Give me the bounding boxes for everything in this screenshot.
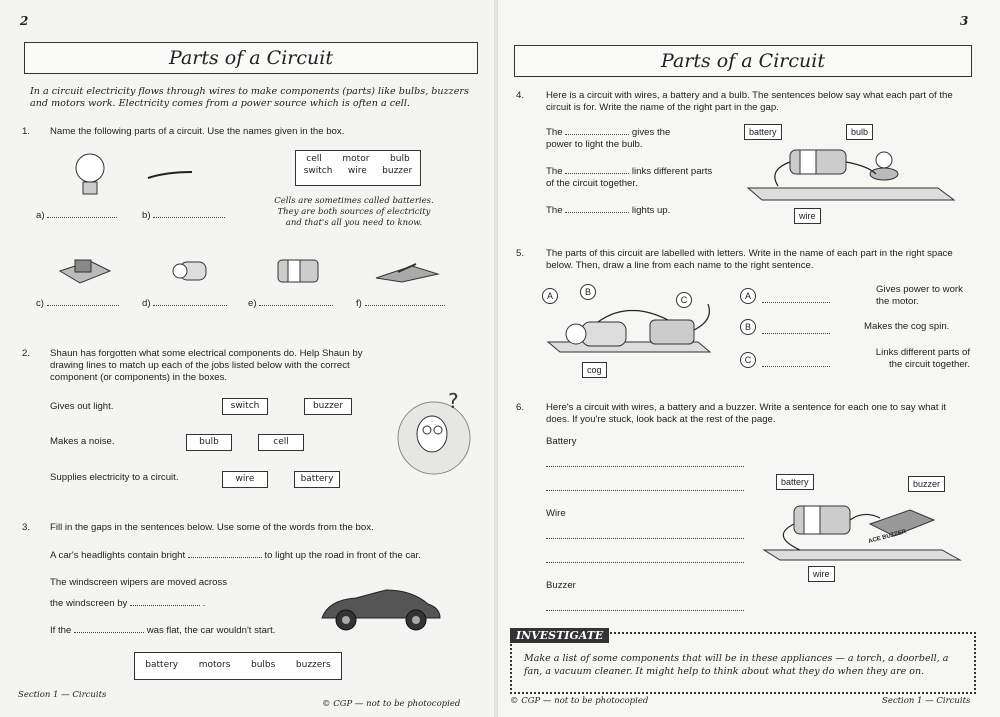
q3-text: Fill in the gaps in the sentences below. Use some of the words from the box. (50, 522, 374, 533)
job-light: Gives out light. (50, 401, 114, 412)
q3-sentence-1: A car's headlights contain bright to light up the road in front of the car. (50, 550, 421, 561)
q5-text: The parts of this circuit are labelled with letters. Write in the name of each part in the right space below. Then, draw a line from each name to the right sentence. (546, 248, 953, 271)
q4-sentence-1a: The gives the (546, 127, 671, 138)
job-supply: Supplies electricity to a circuit. (50, 472, 179, 483)
q1-text: Name the following parts of a circuit. Use the names given in the box. (50, 126, 345, 137)
q3-sentence-3: If the was flat, the car wouldn't start. (50, 625, 276, 636)
shaun-cartoon (396, 388, 476, 478)
answer-line-c (762, 366, 830, 367)
page-number: 2 (20, 14, 29, 28)
bulb-drawing (70, 150, 110, 200)
q5-circuit-drawing (538, 280, 718, 360)
job-noise: Makes a noise. (50, 436, 115, 447)
q4-sentence-2b: of the circuit together. (546, 178, 638, 189)
component-bulb: bulb (186, 434, 232, 451)
word: battery (145, 660, 179, 670)
answer-line (546, 490, 744, 491)
q6-text: Here's a circuit with wires, a battery and a buzzer. Write a sentence for each one to say what it does. If you're stuck, look back at the rest of the page. (546, 402, 946, 425)
answer-line (546, 562, 744, 563)
letter-b-marker: B (580, 284, 596, 300)
tag-battery: battery (776, 474, 814, 490)
q3-number: 3. (22, 522, 31, 533)
answer-d: d) (142, 298, 227, 310)
q1-number: 1. (22, 126, 31, 137)
q2-text: Shaun has forgotten what some electrical components do. Help Shaun by drawing lines to match up each of the jobs listed below with the correct component (or components) in the boxes. (50, 348, 363, 383)
part-wire-label: Wire (546, 508, 566, 519)
word: buzzers (295, 660, 331, 670)
car-drawing (316, 578, 446, 638)
q3-sentence-2b: the windscreen by . (50, 598, 206, 609)
answer-letter-a: A (740, 288, 756, 304)
answer-e: e) (248, 298, 333, 310)
footer-copyright: © CGP — not to be photocopied (322, 699, 461, 709)
word-box-q3 (134, 652, 342, 680)
answer-line (546, 466, 744, 467)
tag-wire: wire (808, 566, 835, 582)
svg-text:?: ? (448, 389, 459, 413)
component-battery: battery (294, 471, 340, 488)
q4-sentence-2a: The links different parts (546, 166, 713, 177)
word: motors (198, 660, 231, 670)
investigate-box (510, 629, 976, 694)
switch-drawing (372, 260, 442, 284)
answer-letter-c: C (740, 352, 756, 368)
page-title: Parts of a Circuit (24, 42, 478, 74)
word: bulb (390, 154, 410, 164)
sentence-cog: Makes the cog spin. (864, 321, 950, 332)
investigate-text: Make a list of some components that will be in these appliances — a torch, a doorbell, a fan, a vacuum cleaner. It might help to think about what they do when they are on. (524, 653, 949, 677)
cell-drawing (274, 256, 324, 286)
q4-sentence-3: The lights up. (546, 205, 671, 216)
word: switch (303, 166, 333, 176)
word: buzzer (382, 166, 413, 176)
word: motor (342, 154, 370, 164)
tag-buzzer: buzzer (908, 476, 945, 492)
component-cell: cell (258, 434, 304, 451)
answer-letter-b: B (740, 319, 756, 335)
footer-section: Section 1 — Circuits (18, 690, 107, 700)
answer-a: a) (36, 210, 117, 222)
answer-line (546, 538, 744, 539)
motor-drawing (172, 258, 212, 284)
word: cell (306, 154, 322, 164)
q2-number: 2. (22, 348, 31, 359)
part-battery-label: Battery (546, 436, 577, 447)
answer-b: b) (142, 210, 225, 222)
cell-note: Cells are sometimes called batteries. They are both sources of electricity and that's all you need to know. (274, 196, 434, 228)
footer-copyright: © CGP — not to be photocopied (510, 696, 649, 706)
part-buzzer-label: Buzzer (546, 580, 576, 591)
answer-line-b (762, 333, 830, 334)
answer-f: f) (356, 298, 445, 310)
q4-circuit-drawing (738, 130, 968, 210)
investigate-title: INVESTIGATE (510, 628, 609, 643)
letter-c-marker: C (676, 292, 692, 308)
q4-text: Here is a circuit with wires, a battery and a bulb. The sentences below say what each part of the circuit is for. Write the name of the right part in the gap. (546, 90, 953, 113)
tag-cog: cog (582, 362, 607, 378)
word: bulbs (251, 660, 276, 670)
q4-sentence-1b: power to light the bulb. (546, 139, 643, 150)
tag-wire: wire (794, 208, 821, 224)
answer-line (546, 610, 744, 611)
buzzer-drawing (55, 246, 115, 286)
right-page (498, 0, 1000, 717)
word: wire (347, 166, 367, 176)
letter-a-marker: A (542, 288, 558, 304)
sentence-power: Gives power to work the motor. (876, 284, 963, 307)
buzzer-brand: ACE BUZZER (867, 529, 907, 545)
page-number: 3 (960, 14, 969, 28)
intro-text: In a circuit electricity flows through wires to make components (parts) like bulbs, buzzers and motors work. Electricity comes from a power source which is often a cell. (30, 86, 469, 109)
q6-number: 6. (516, 402, 525, 413)
footer-section: Section 1 — Circuits (882, 696, 971, 706)
answer-c: c) (36, 298, 119, 310)
component-wire: wire (222, 471, 268, 488)
wire-drawing (146, 168, 196, 182)
answer-line-a (762, 302, 830, 303)
q3-sentence-2a: The windscreen wipers are moved across (50, 577, 228, 588)
tag-bulb: bulb (846, 124, 873, 140)
left-page (0, 0, 494, 717)
page-title: Parts of a Circuit (514, 45, 972, 77)
tag-battery: battery (744, 124, 782, 140)
component-switch: switch (222, 398, 268, 415)
q5-number: 5. (516, 248, 525, 259)
component-buzzer: buzzer (304, 398, 352, 415)
sentence-links: Links different parts of the circuit together. (875, 347, 970, 370)
word-box-q1 (295, 150, 421, 186)
q6-circuit-drawing (760, 480, 972, 570)
q4-number: 4. (516, 90, 525, 101)
